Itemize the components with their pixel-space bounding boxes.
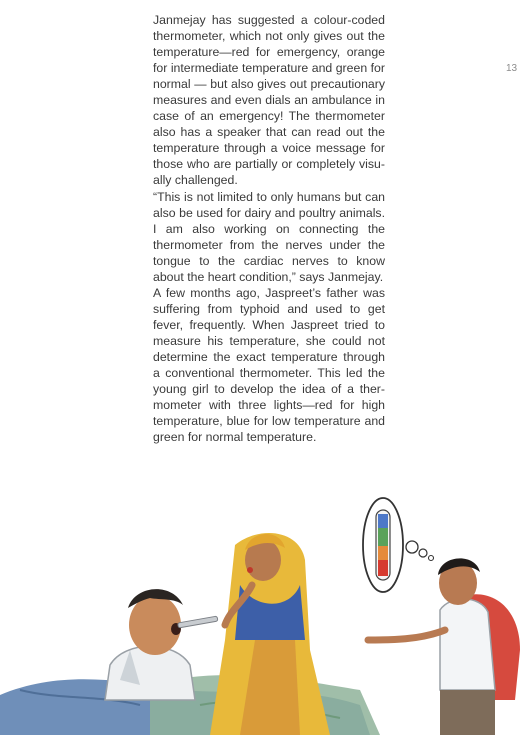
thought-bubble [363, 498, 434, 592]
paragraph-3: A few months ago, Jaspreet’s father was suffering from typhoid and used to get fever, frequently. When Jaspreet tried to measure his temperature, she could not determine the exact temperature through a conventional thermometer. This led the young girl to develop the idea of a thermometer with three lights—red for high temperature, blue for low temperature and green for normal temperature. [153, 285, 385, 445]
thermometer-scene-illustration [0, 490, 526, 735]
grandmother [210, 533, 330, 735]
paragraph-1: Janmejay has suggested a colour-coded thermometer, which not only gives out the temperature—red for emergency, orange for intermediate temperature and green for normal — but also gives out precautionary measures and even dials an ambulance in case of an emergency! The thermometer also has a speaker that can read out the temperature through a voice message for those who are partially or completely visually challenged. [153, 13, 385, 188]
paragraph-2: “This is not limited to only humans but can also be used for dairy and poultry animals. I am also working on connecting the thermometer from the nerves under the tongue to the cardiac nerves to know about the heart condition,” says Janmejay. [153, 189, 385, 284]
article-body [153, 12, 385, 445]
page-number: 13 [506, 63, 518, 74]
